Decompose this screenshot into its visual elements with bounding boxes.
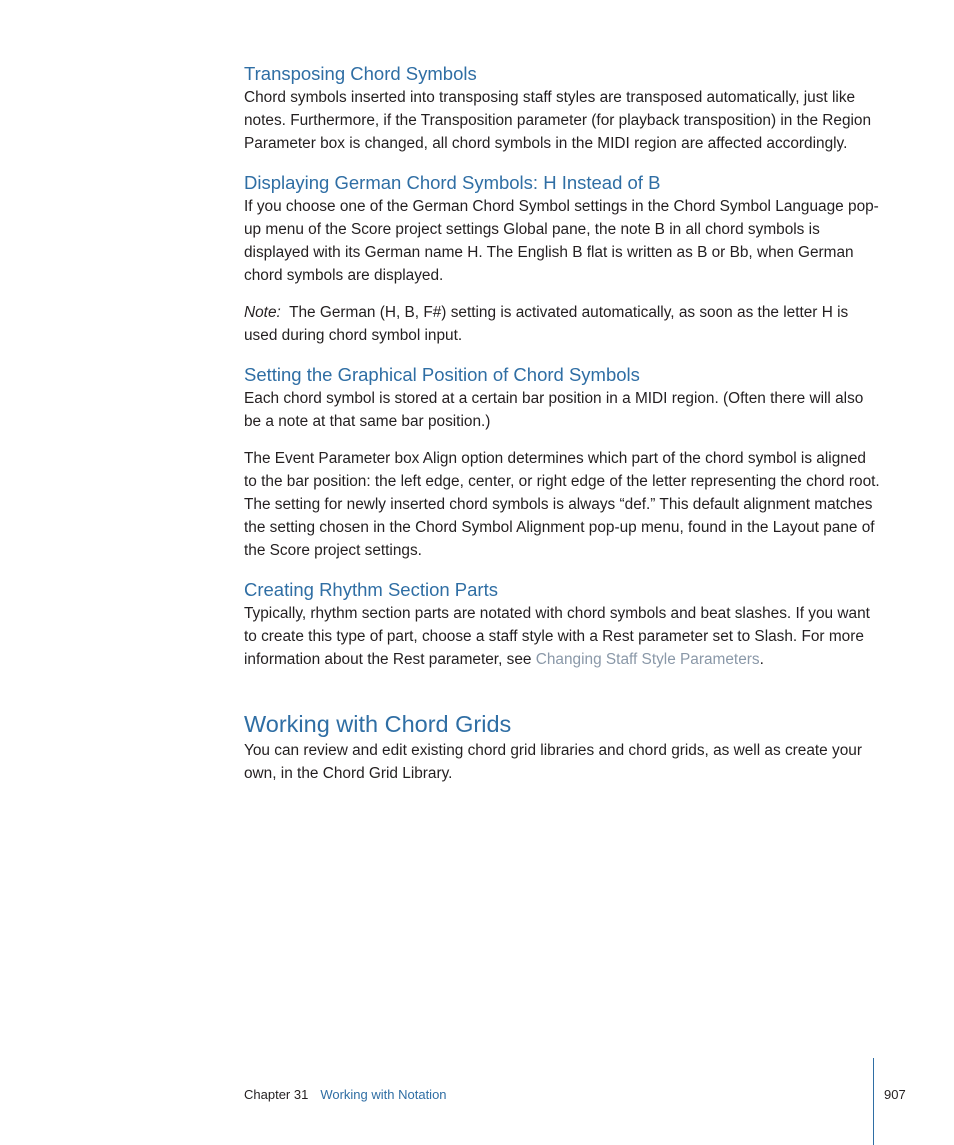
section-heading-rhythm-parts: Creating Rhythm Section Parts (244, 579, 498, 600)
body-paragraph: Chord symbols inserted into transposing staff styles are transposed automatically, just like notes. Furthermore, if the Transposition parameter (for playback transposition) in the Region Parameter box is changed, all chord symbols in the MIDI region are affected accordingly. (244, 89, 872, 152)
body-paragraph: If you choose one of the German Chord Symbol settings in the Chord Symbol Language pop-up menu of the Score project settings Global pane, the note B in all chord symbols is displayed with its German name H. The English B flat is written as B or Bb, when German chord symbols are displayed. (244, 198, 879, 284)
section-heading-german-symbols: Displaying German Chord Symbols: H Instead of B (244, 172, 661, 193)
page-number: 907 (884, 1087, 906, 1102)
paragraph-text: Typically, rhythm section parts are notated with chord symbols and beat slashes. If you want to create this type of part, choose a staff style with a Rest parameter set to Slash. For more information about the Rest parameter, see (244, 605, 870, 668)
page-content (244, 62, 880, 785)
body-paragraph: Each chord symbol is stored at a certain bar position in a MIDI region. (Often there will also be a note at that same bar position.) (244, 390, 864, 430)
footer-chapter-title[interactable]: Working with Notation (320, 1087, 447, 1102)
footer-divider (873, 1058, 874, 1145)
body-paragraph: The Event Parameter box Align option determines which part of the chord symbol is aligned to the bar position: the left edge, center, or right edge of the letter representing the chord root. The setting for newly inserted chord symbols is always “def.” This default alignment matches the setting chosen in the Chord Symbol Alignment pop-up menu, found in the Layout pane of the Score project settings. (244, 450, 880, 559)
paragraph-text-end: . (759, 651, 764, 668)
section-heading-graphical-position: Setting the Graphical Position of Chord Symbols (244, 364, 640, 385)
note-paragraph (244, 301, 880, 347)
note-label: Note: (244, 304, 281, 321)
section-heading-transposing: Transposing Chord Symbols (244, 63, 477, 84)
body-paragraph (244, 602, 880, 671)
footer-chapter-label: Chapter 31 (244, 1087, 309, 1102)
note-text: The German (H, B, F#) setting is activated automatically, as soon as the letter H is used during chord symbol input. (244, 304, 853, 344)
link-changing-staff-style-parameters[interactable]: Changing Staff Style Parameters (535, 651, 760, 668)
page-footer (244, 1086, 447, 1104)
chapter-section-heading: Working with Chord Grids (244, 711, 512, 737)
body-paragraph: You can review and edit existing chord grid libraries and chord grids, as well as create your own, in the Chord Grid Library. (244, 742, 862, 782)
